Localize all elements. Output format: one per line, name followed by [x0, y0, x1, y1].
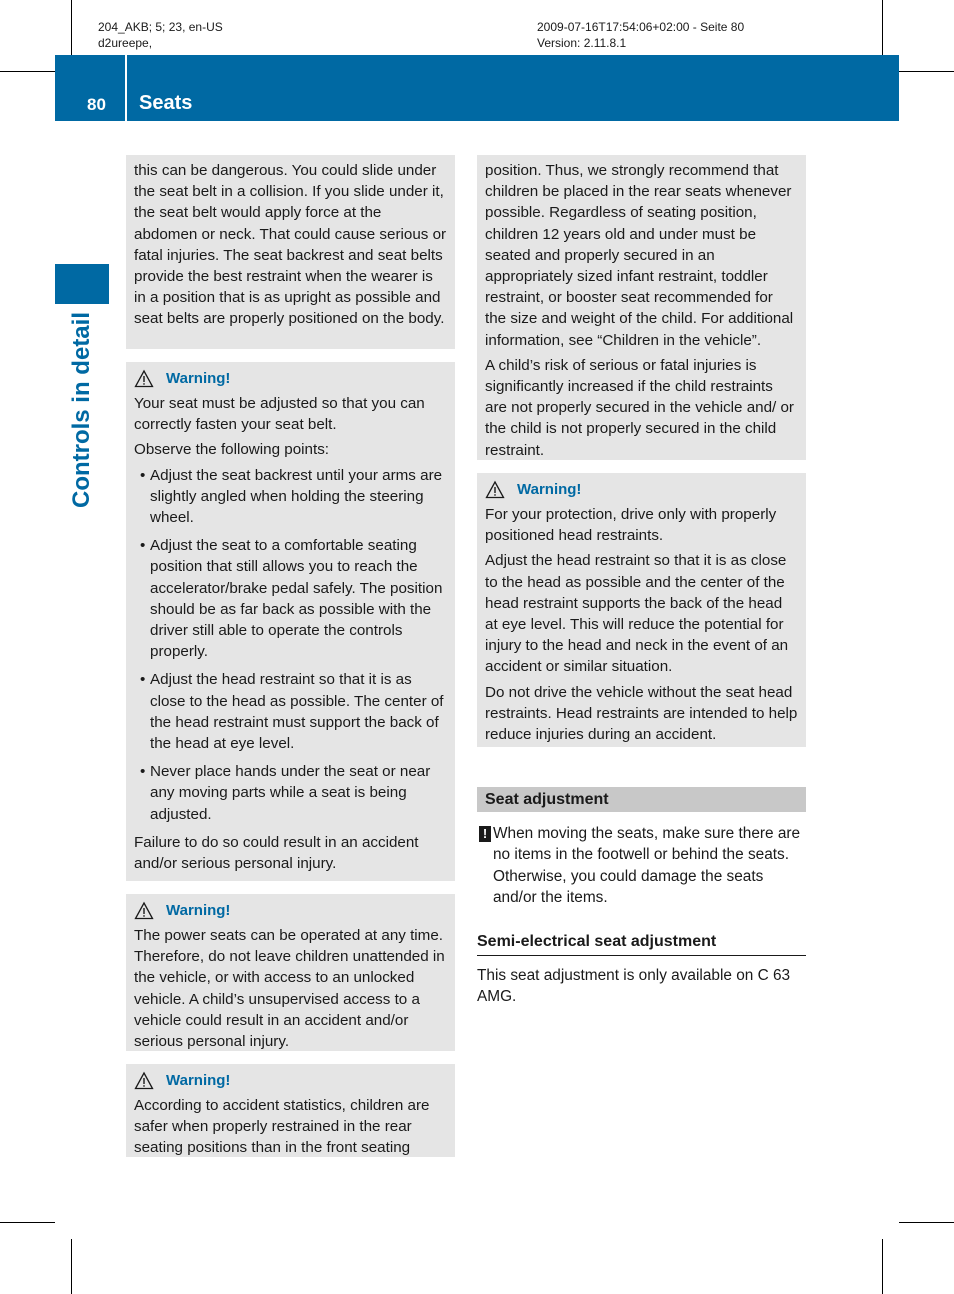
warning-box: [477, 473, 806, 747]
list-item: • Adjust the seat backrest until your arms are slightly angled when holding the steering wheel.: [134, 465, 447, 529]
crop-mark: [0, 1222, 55, 1223]
warning-heading: [134, 367, 447, 391]
crop-mark: [882, 1239, 883, 1294]
page-number: 80: [87, 95, 106, 114]
subsection-heading: Semi-electrical seat adjustment: [477, 931, 806, 956]
paragraph: Your seat must be adjusted so that you can correctly fasten your seat belt.: [134, 395, 425, 434]
print-meta-left: [98, 19, 223, 51]
crop-mark: [71, 0, 72, 55]
list-item: • Adjust the head restraint so that it is as close to the head as possible. The center of the head restraint must support the back of the head at eye level.: [134, 669, 447, 754]
info-box-continued: [477, 155, 806, 460]
print-meta-line: 204_AKB; 5; 23, en-US: [98, 20, 223, 34]
warning-triangle-icon: [485, 480, 505, 500]
header-divider: [125, 55, 127, 121]
page-title: Seats: [139, 92, 193, 114]
paragraph: Observe the following points:: [134, 441, 330, 459]
exclamation-icon: !: [479, 826, 491, 842]
warning-box: [126, 362, 455, 881]
section-heading: Seat adjustment: [477, 787, 806, 812]
print-meta-line: 2009-07-16T17:54:06+02:00 - Seite 80: [537, 20, 745, 34]
warning-heading: [485, 478, 798, 502]
paragraph: position. Thus, we strongly recommend that children be placed in the rear seats whenever possible. Regardless of seating position, children 12 years old and under must be seated and properly secured in an appropriately sized infant restraint, toddler restraint, or booster seat recommended for the size and weight of the child. For additional information, see “Children in the vehicle”.: [485, 162, 794, 349]
notice-text: When moving the seats, make sure there are no items in the footwell or behind the seats. Otherwise, you could damage the seats and/or the items.: [493, 825, 801, 907]
crop-mark: [71, 1239, 72, 1294]
warning-box: [126, 1064, 455, 1157]
warning-label: Warning!: [166, 902, 231, 920]
crop-mark: [899, 71, 954, 72]
paragraph: Adjust the head restraint so that it is as close to the head as possible and the center of the head restraint supports the back of the head at eye level. This will reduce the potential for injury to the head and neck in the event of an accident or similar situation.: [485, 552, 789, 676]
warning-box: [126, 894, 455, 1051]
warning-label: Warning!: [166, 370, 231, 388]
print-meta-line: d2ureepe,: [98, 36, 153, 50]
paragraph: Do not drive the vehicle without the seat head restraints. Head restraints are intended to help reduce injuries during an accident.: [485, 683, 798, 744]
crop-mark: [899, 1222, 954, 1223]
paragraph: The power seats can be operated at any time. Therefore, do not leave children unattended in the vehicle, or with access to an unlocked vehicle. A child’s unsupervised access to a vehicle could result in an accident and/or serious personal injury.: [134, 927, 445, 1051]
warning-heading: [134, 899, 447, 923]
paragraph: A child’s risk of serious or fatal injuries is significantly increased if the child restraints are not properly secured in the vehicle and/ or the child is not properly secured in the child restraint.: [485, 356, 794, 459]
warning-triangle-icon: [134, 1071, 154, 1091]
list-item: • Never place hands under the seat or near any moving parts while a seat is being adjusted.: [134, 761, 447, 825]
print-meta-line: Version: 2.11.8.1: [537, 36, 627, 50]
crop-mark: [882, 0, 883, 55]
notice-block: [477, 823, 809, 909]
warning-label: Warning!: [517, 481, 582, 499]
page-header: [55, 55, 899, 121]
list-item: • Adjust the seat to a comfortable seating position that still allows you to reach the accelerator/brake pedal safely. The position should be as far back as possible with the driver still able to operate the controls properly.: [134, 535, 447, 662]
warning-triangle-icon: [134, 369, 154, 389]
print-meta-right: [537, 19, 744, 51]
paragraph: This seat adjustment is only available on C 63 AMG.: [477, 967, 791, 1006]
info-box-continued: [126, 155, 455, 349]
paragraph: Failure to do so could result in an accident and/or serious personal injury.: [134, 833, 419, 873]
warning-heading: [134, 1069, 447, 1093]
paragraph: this can be dangerous. You could slide under the seat belt in a collision. If you slide under it, the seat belt would apply force at the abdomen or neck. That could cause serious or fatal injuries. The seat backrest and seat belts provide the best restraint when the wearer is in a position that is as upright as possible and seat belts are properly positioned on the body.: [134, 162, 447, 328]
crop-mark: [0, 71, 55, 72]
chapter-label: Controls in detail: [68, 312, 95, 509]
warning-label: Warning!: [166, 1072, 231, 1090]
paragraph: According to accident statistics, children are safer when properly restrained in the rear seating positions than in the front seating: [134, 1097, 430, 1157]
bullet-list: [134, 465, 447, 825]
warning-triangle-icon: [134, 901, 154, 921]
paragraph: For your protection, drive only with properly positioned head restraints.: [485, 506, 777, 545]
